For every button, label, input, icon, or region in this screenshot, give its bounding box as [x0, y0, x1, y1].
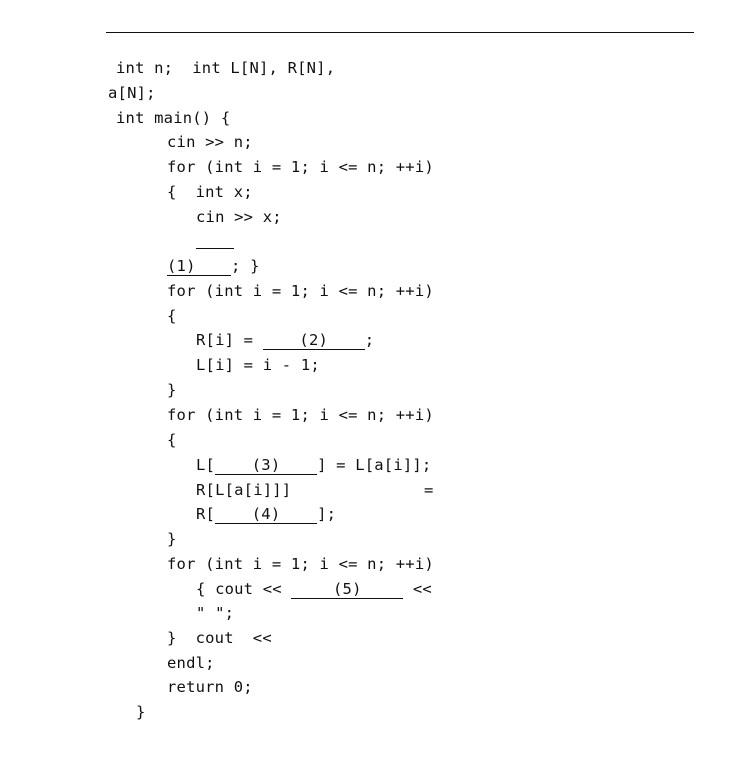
code-line-18-tail: =: [424, 481, 434, 499]
blank-4-label: (4): [251, 505, 281, 523]
code-line-24: } cout <<: [167, 629, 272, 647]
code-line-10: for (int i = 1; i <= n; ++i): [167, 282, 434, 300]
code-line-17-head: L[: [196, 456, 216, 474]
blank-4: [215, 504, 317, 524]
blank-5: [291, 579, 403, 599]
blank-1-upper-line: [196, 230, 234, 249]
code-line-22: [196, 579, 432, 599]
blank-3: [215, 455, 317, 475]
code-line-26: return 0;: [167, 678, 253, 696]
code-line-17: [196, 455, 431, 475]
code-line-9-tail: ; }: [231, 257, 260, 275]
blank-2-label: (2): [299, 331, 329, 349]
code-line-22-tail: <<: [403, 580, 432, 598]
code-line-1: int n; int L[N], R[N],: [116, 59, 336, 77]
code-line-15: for (int i = 1; i <= n; ++i): [167, 406, 434, 424]
code-line-20: }: [167, 530, 177, 548]
code-line-18-head: R[L[a[i]]]: [196, 481, 292, 499]
code-line-12: [196, 330, 374, 350]
blank-1-label: (1): [167, 257, 196, 275]
top-rule: [106, 32, 694, 33]
code-line-5: for (int i = 1; i <= n; ++i): [167, 158, 434, 176]
code-line-12-head: R[i] =: [196, 331, 263, 349]
code-line-13: L[i] = i - 1;: [196, 356, 320, 374]
code-line-14: }: [167, 381, 177, 399]
code-line-19-tail: ];: [317, 505, 337, 523]
code-line-12-tail: ;: [364, 331, 375, 349]
code-line-23: " ";: [196, 604, 235, 622]
code-line-25: endl;: [167, 654, 215, 672]
code-line-11: {: [167, 307, 177, 325]
code-line-27: }: [136, 703, 146, 721]
blank-3-label: (3): [251, 456, 281, 474]
code-line-19-head: R[: [196, 505, 216, 523]
code-line-22-head: { cout <<: [196, 580, 292, 598]
code-line-7: cin >> x;: [196, 208, 282, 226]
blank-1: [167, 256, 231, 276]
code-line-21: for (int i = 1; i <= n; ++i): [167, 555, 434, 573]
code-line-17-tail: ] = L[a[i]];: [317, 456, 432, 474]
code-line-3: int main() {: [116, 109, 231, 127]
blank-5-label: (5): [333, 580, 362, 598]
code-line-9: [167, 256, 260, 276]
code-line-16: {: [167, 431, 177, 449]
code-line-6: { int x;: [167, 183, 253, 201]
code-line-19: [196, 504, 336, 524]
blank-2: [263, 330, 365, 350]
code-line-4: cin >> n;: [167, 133, 253, 151]
code-line-2: a[N];: [108, 84, 156, 102]
